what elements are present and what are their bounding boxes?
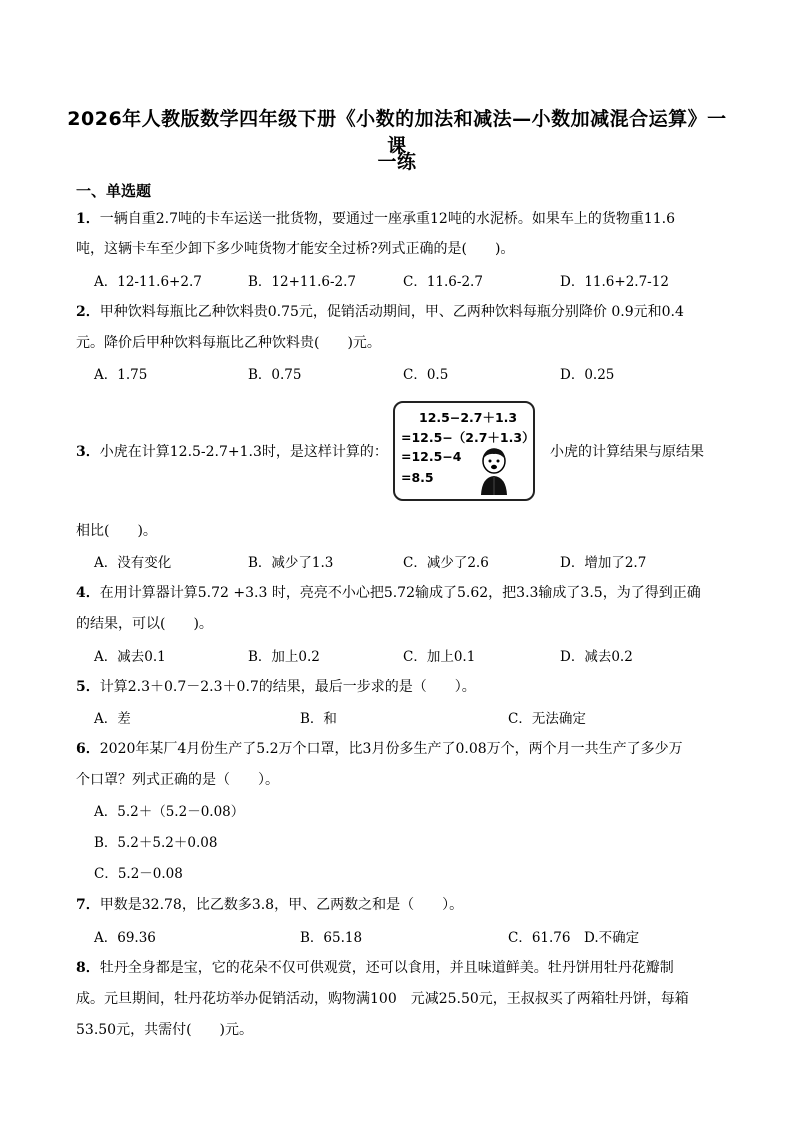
- calc-line-3: =12.5−4: [401, 449, 462, 464]
- q7-option-a[interactable]: A．69.36: [94, 930, 156, 946]
- q3-option-b[interactable]: B．减少了1.3: [248, 555, 334, 571]
- question-1-line-1: [76, 208, 675, 228]
- question-number: 2．: [76, 304, 100, 320]
- q6-option-b[interactable]: B．5.2＋5.2＋0.08: [94, 835, 218, 851]
- q1-option-d[interactable]: D．11.6+2.7-12: [560, 274, 669, 290]
- question-8-line-1: [76, 957, 674, 977]
- question-3-line-1: [76, 441, 388, 461]
- question-4-line-2: 的结果，可以( )。: [76, 616, 213, 632]
- question-2-line-2: 元。降价后甲种饮料每瓶比乙种饮料贵( )元。: [76, 335, 381, 351]
- calc-line-2: =12.5−（2.7＋1.3）: [401, 430, 535, 445]
- question-3-line-2: 相比( )。: [76, 523, 157, 539]
- question-3-text-after-figure: 小虎的计算结果与原结果: [550, 444, 704, 460]
- question-6-line-2: 个口罩？列式正确的是（ ）。: [76, 772, 279, 788]
- q1-option-a[interactable]: A．12-11.6+2.7: [94, 274, 202, 290]
- q7-option-c-d[interactable]: C．61.76 D.不确定: [508, 930, 640, 946]
- question-2-line-1: [76, 301, 684, 321]
- q5-option-a[interactable]: A．差: [94, 711, 131, 727]
- q4-option-a[interactable]: A．减去0.1: [94, 649, 166, 665]
- question-number: 7．: [76, 897, 100, 913]
- question-1-line-2: 吨，这辆卡车至少卸下多少吨货物才能安全过桥?列式正确的是( )。: [76, 241, 515, 257]
- question-number: 8．: [76, 960, 100, 976]
- page-title: 2026年人教版数学四年级下册《小数的加法和减法—小数加减混合运算》一课: [67, 108, 727, 157]
- question-8-line-2: 成。元旦期间，牡丹花坊举办促销活动，购物满100 元减25.50元，王叔叔买了两箱牡丹饼，每箱: [76, 991, 689, 1007]
- q1-option-c[interactable]: C．11.6-2.7: [403, 274, 483, 290]
- q2-option-c[interactable]: C．0.5: [403, 367, 449, 383]
- calc-line-1: 12.5−2.7＋1.3: [419, 410, 518, 425]
- question-number: 3．: [76, 444, 100, 460]
- calc-line-4: =8.5: [401, 470, 434, 485]
- q2-option-b[interactable]: B．0.75: [248, 367, 302, 383]
- question-8-line-3: 53.50元，共需付( )元。: [76, 1022, 254, 1038]
- calculation-figure: [393, 401, 535, 501]
- question-text: 一辆自重2.7吨的卡车运送一批货物，要通过一座承重12吨的水泥桥。如果车上的货物重11.6: [99, 211, 675, 227]
- q5-option-c[interactable]: C．无法确定: [508, 711, 586, 727]
- q3-option-c[interactable]: C．减少了2.6: [403, 555, 489, 571]
- q7-option-b[interactable]: B．65.18: [300, 930, 363, 946]
- question-text: 甲种饮料每瓶比乙种饮料贵0.75元，促销活动期间，甲、乙两种饮料每瓶分别降价 0.9元和0.4: [99, 304, 684, 320]
- question-number: 1．: [76, 211, 100, 227]
- question-4-line-1: [76, 582, 701, 602]
- question-text: 2020年某厂4月份生产了5.2万个口罩，比3月份多生产了0.08万个，两个月一共生产了多少万: [99, 741, 683, 757]
- question-7-line-1: [76, 894, 463, 914]
- q2-option-d[interactable]: D．0.25: [560, 367, 615, 383]
- question-number: 6．: [76, 741, 100, 757]
- q5-option-b[interactable]: B．和: [300, 711, 337, 727]
- question-text: 牡丹全身都是宝，它的花朵不仅可供观赏，还可以食用，并且味道鲜美。牡丹饼用牡丹花瓣制: [99, 960, 674, 976]
- q1-option-b[interactable]: B．12+11.6-2.7: [248, 274, 356, 290]
- question-text: 甲数是32.78，比乙数多3.8，甲、乙两数之和是（ ）。: [99, 897, 464, 913]
- question-text: 在用计算器计算5.72 +3.3 时，亮亮不小心把5.72输成了5.62，把3.3输成了3.5，为了得到正确: [99, 585, 701, 601]
- question-6-line-1: [76, 738, 683, 758]
- q3-option-d[interactable]: D．增加了2.7: [560, 555, 647, 571]
- q3-option-a[interactable]: A．没有变化: [94, 555, 172, 571]
- question-number: 5．: [76, 679, 100, 695]
- question-number: 4．: [76, 585, 100, 601]
- boy-illustration: [477, 447, 511, 497]
- question-text: 小虎在计算12.5-2.7+1.3时，是这样计算的：: [99, 444, 388, 460]
- q4-option-b[interactable]: B．加上0.2: [248, 649, 320, 665]
- q4-option-c[interactable]: C．加上0.1: [403, 649, 476, 665]
- section-heading: 一、单选题: [76, 182, 152, 200]
- q4-option-d[interactable]: D．减去0.2: [560, 649, 633, 665]
- q6-option-a[interactable]: A．5.2＋（5.2－0.08）: [94, 804, 245, 820]
- q6-option-c[interactable]: C．5.2－0.08: [94, 866, 183, 882]
- q2-option-a[interactable]: A．1.75: [94, 367, 148, 383]
- question-text: 计算2.3＋0.7－2.3＋0.7的结果，最后一步求的是（ ）。: [99, 679, 476, 695]
- question-5-line-1: [76, 676, 476, 696]
- page-title-continued: 一练: [377, 151, 417, 173]
